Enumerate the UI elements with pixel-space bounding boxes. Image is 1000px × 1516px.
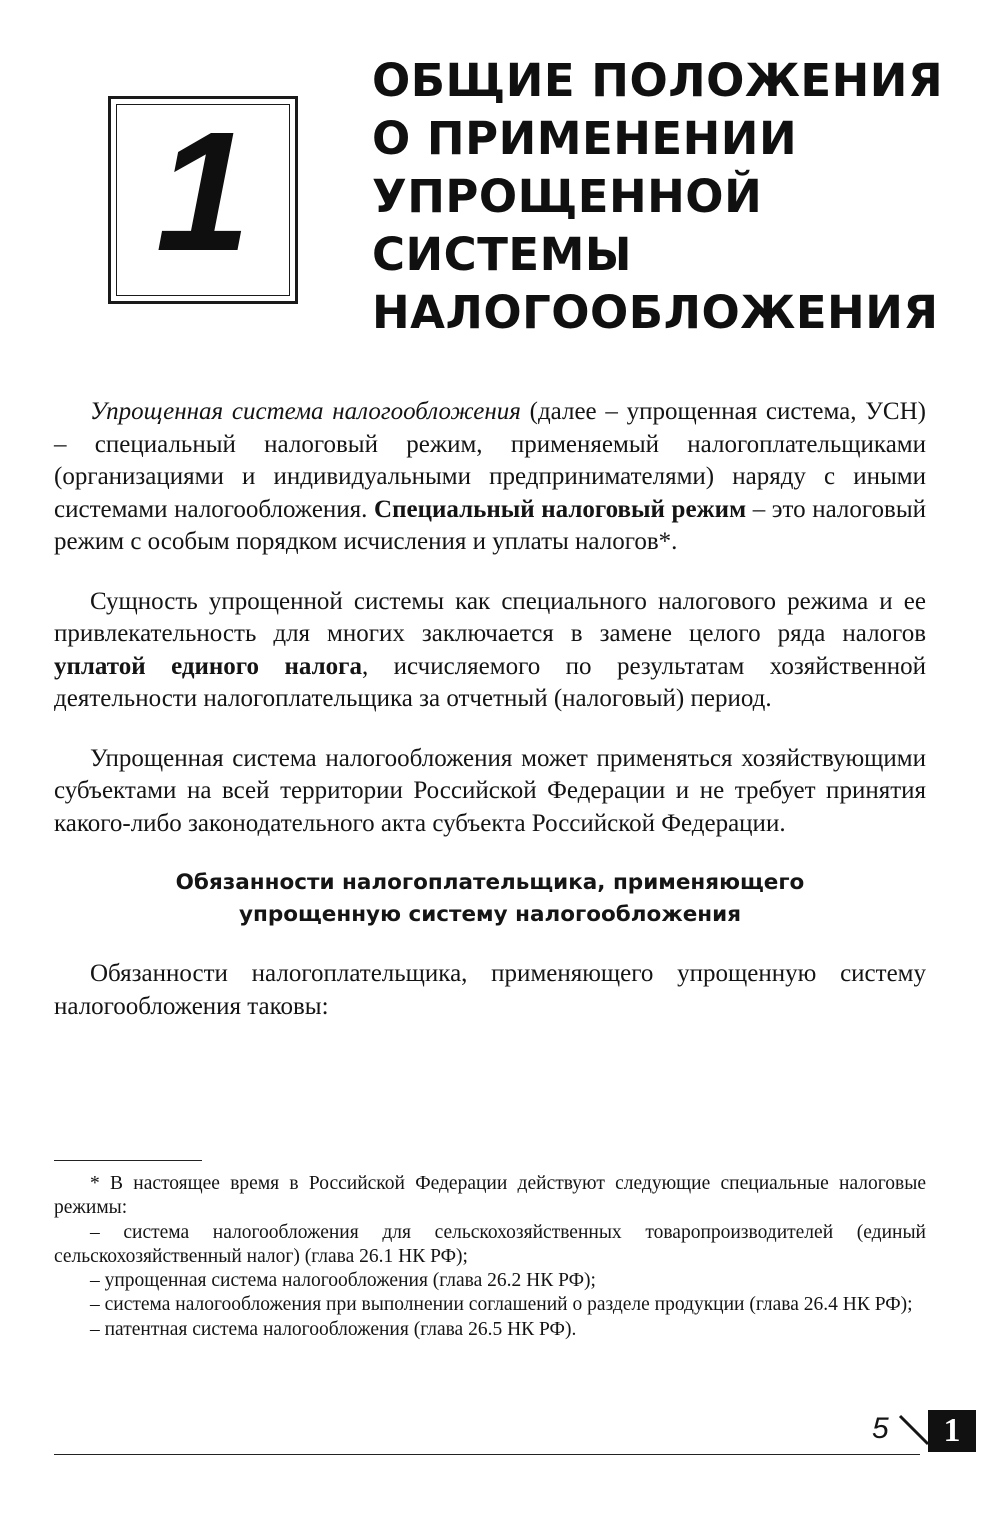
chapter-title-line: НАЛОГООБЛОЖЕНИЯ	[372, 286, 939, 339]
footnote-divider	[54, 1160, 202, 1161]
chapter-title-line: УПРОЩЕННОЙ	[372, 170, 763, 223]
chapter-number-box	[108, 96, 298, 304]
chapter-number: 1	[155, 97, 251, 287]
body-text	[54, 396, 926, 1023]
paragraph-obligations: Обязанности налогоплательщика, применяющего упрощенную систему налогообложения таковы:	[54, 960, 926, 1020]
footnote-intro: * В настоящее время в Российской Федерации действуют следующие специальные налоговые режимы:	[54, 1173, 926, 1219]
footnote	[54, 1172, 926, 1342]
paragraph-essence	[54, 586, 926, 716]
footnote-item: – упрощенная система налогообложения (глава 26.2 НК РФ);	[90, 1270, 596, 1292]
footnote-item: – система налогообложения при выполнении соглашений о разделе продукции (глава 26.4 НК РФ);	[90, 1294, 913, 1316]
page-bottom-rule	[54, 1454, 920, 1455]
footnote-item: – система налогообложения для сельскохозяйственных товаропроизводителей (единый сельскохозяйственный налог) (глава 26.1 НК РФ);	[54, 1221, 926, 1267]
chapter-title	[372, 52, 972, 342]
paragraph-text: (далее – упрощенная система, УСН) – специальный налоговый режим, применяемый налогоплательщиками (организациями и индивидуальными предпринимателями) наряду с иными системами налогообложения.	[54, 398, 926, 523]
bold-term: уплатой единого налога	[54, 652, 362, 680]
chapter-title-line: ОБЩИЕ ПОЛОЖЕНИЯ	[372, 54, 944, 107]
section-heading-line: Обязанности налогоплательщика, применяющего	[175, 870, 805, 895]
page-number: 5	[872, 1412, 889, 1445]
chapter-tab: 1	[928, 1410, 976, 1452]
paragraph-definition	[54, 396, 926, 559]
italic-term: Упрощенная система налогообложения	[90, 398, 521, 425]
chapter-title-line: СИСТЕМЫ	[372, 228, 633, 281]
page-slash-icon	[896, 1413, 930, 1447]
section-heading-line: упрощенную систему налогообложения	[238, 902, 742, 927]
footnote-item: – патентная система налогообложения (глава 26.5 НК РФ).	[90, 1318, 577, 1340]
section-heading	[54, 867, 926, 931]
paragraph-text: Сущность упрощенной системы как специального налогового режима и ее привлекательность для многих заключается в замене целого ряда налогов	[54, 587, 926, 647]
paragraph-territory: Упрощенная система налогообложения может применяться хозяйствующими субъектами на всей территории Российской Федерации и не требует принятия какого-либо законодательного акта субъекта Российской Федерации.	[54, 744, 926, 837]
paragraph-text: – это налоговый режим с особым порядком исчисления и уплаты налогов*.	[54, 495, 927, 555]
paragraph-text: , исчисляемого по результатам хозяйственной деятельности налогоплательщика за отчетный (налоговый) период.	[54, 652, 927, 712]
chapter-title-line: О ПРИМЕНЕНИИ	[372, 112, 798, 165]
bold-term: Специальный налоговый режим	[374, 495, 747, 523]
